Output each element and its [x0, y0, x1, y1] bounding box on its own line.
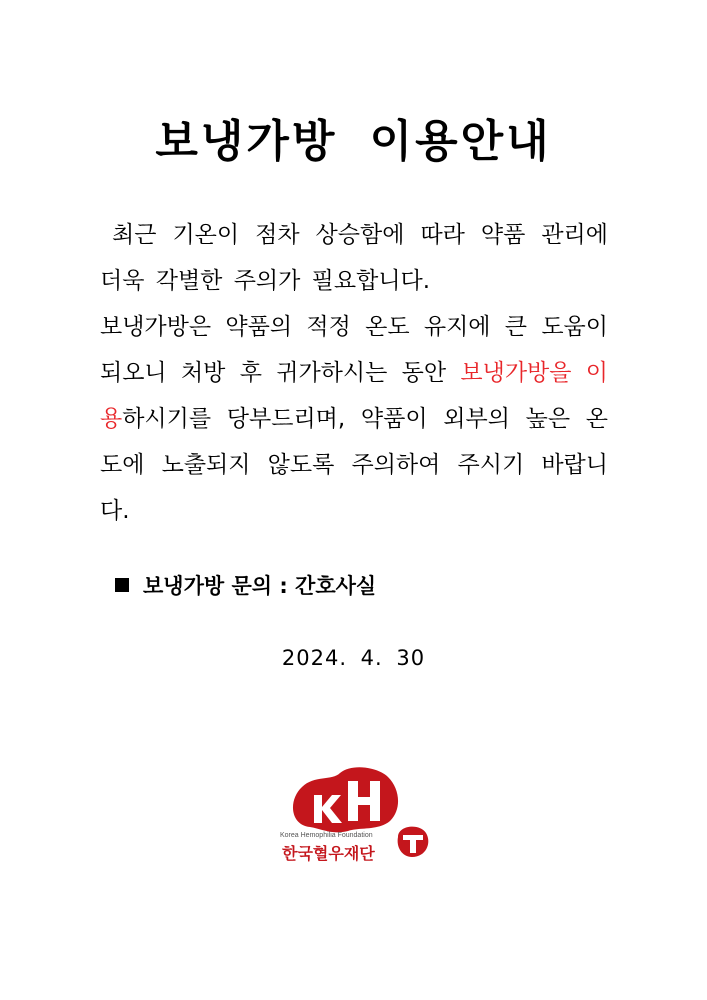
- contact-line: [115, 570, 376, 602]
- notice-paragraph-2-text-start: 보냉가방은 약품의 적정 온도 유지에 큰 도움이 되오니 처방 후 귀가하시는 동안: [100, 314, 608, 386]
- logo-subtitle: Korea Hemophilia Foundation: [280, 832, 373, 839]
- notice-paragraph-2: [100, 304, 608, 534]
- notice-date: 2024. 4. 30: [281, 646, 426, 670]
- highlighted-phrase: 보냉가방을 이용: [100, 360, 609, 432]
- foundation-logo: [270, 765, 445, 870]
- notice-body: [100, 212, 608, 534]
- notice-paragraph-1: 최근 기온이 점차 상승함에 따라 약품 관리에 더욱 각별한 주의가 필요합니다.: [100, 222, 608, 294]
- logo-name: 한국혈우재단: [282, 844, 375, 863]
- contact-text: 보냉가방 문의 : 간호사실: [143, 574, 377, 598]
- page-title: 보냉가방 이용안내: [155, 116, 552, 167]
- black-square-icon: [115, 578, 129, 592]
- notice-paragraph-2-text-end: 하시기를 당부드리며, 약품이 외부의 높은 온도에 노출되지 않도록 주의하여 주시기 바랍니다.: [100, 406, 608, 524]
